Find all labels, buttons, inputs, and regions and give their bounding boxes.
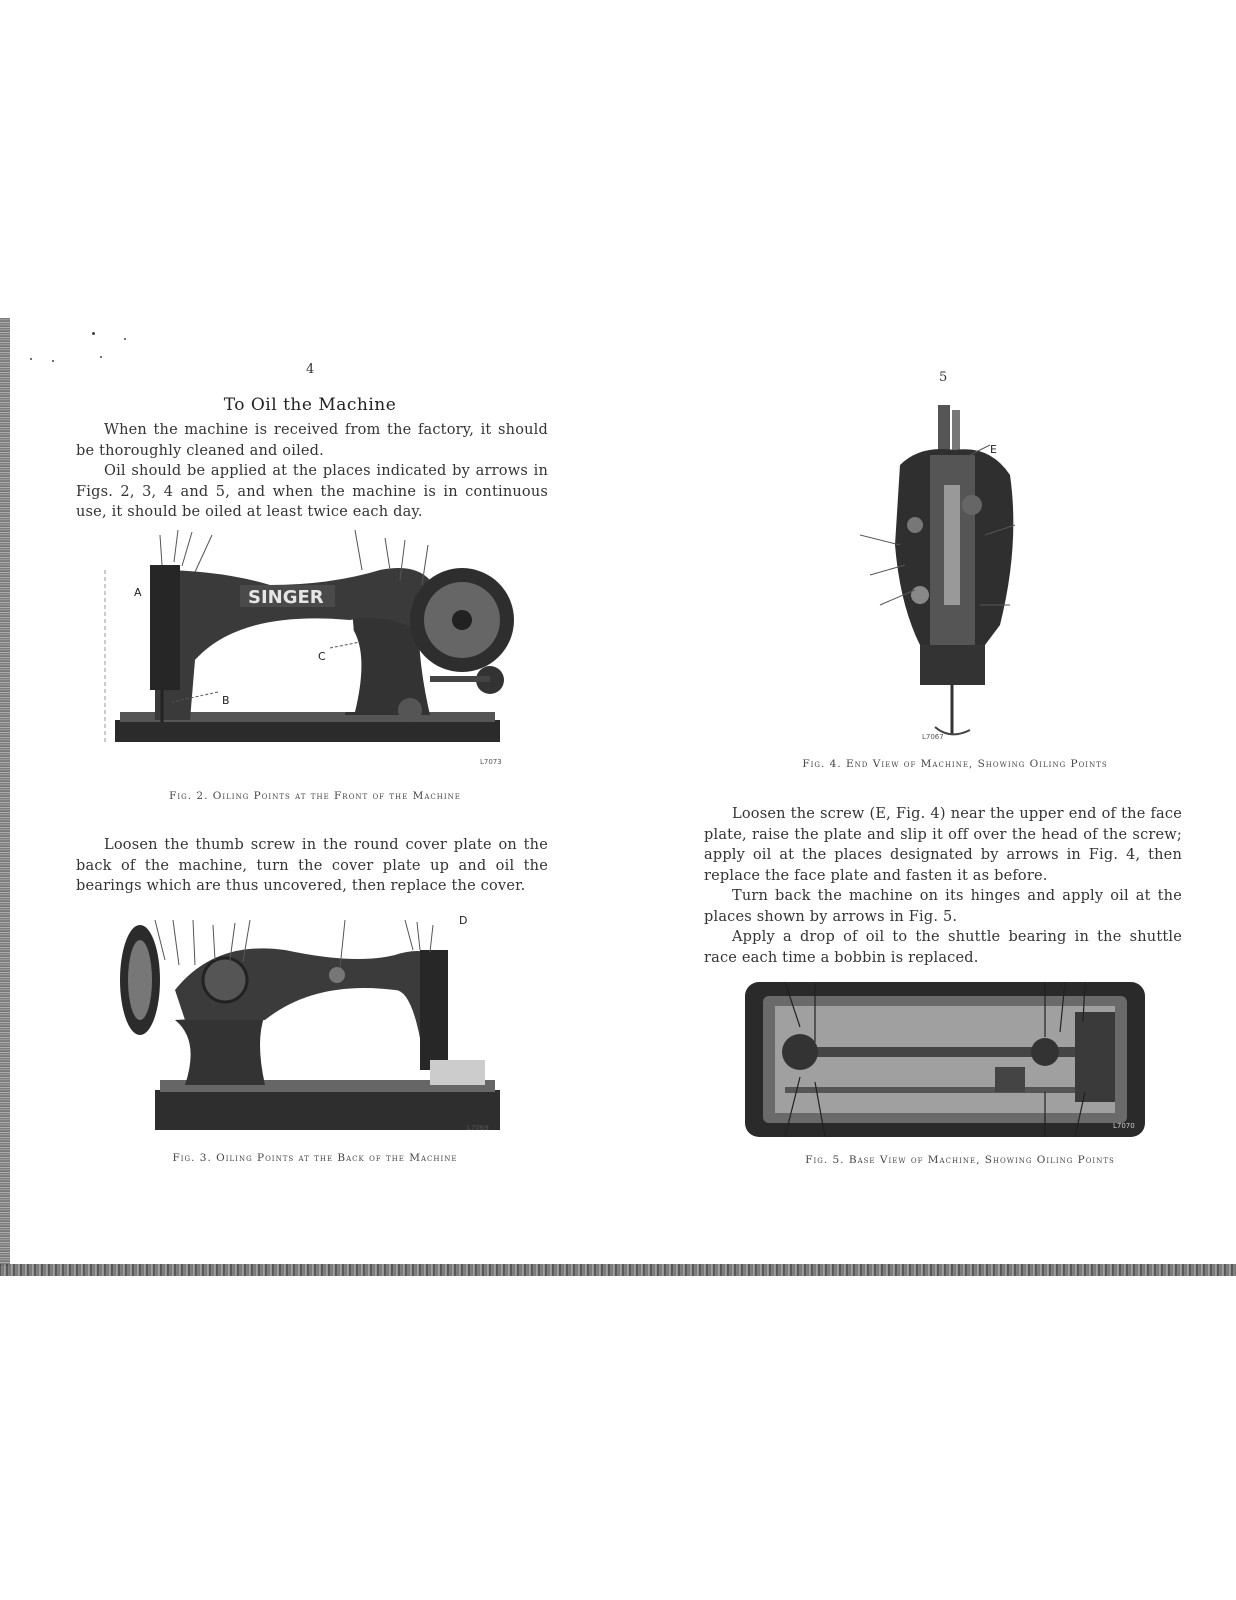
fig3-label-d: D — [459, 914, 468, 927]
fig2-caption: Fig. 2. Oiling Points at the Front of the Machine — [169, 790, 461, 802]
paragraph-4: Loosen the screw (E, Fig. 4) near the upper end of the face plate, raise the plate and slip it off over the head of the screw; apply oil at the places designated by arrows in Fig. 4, then replace the face plate and fasten it as before. — [704, 806, 1182, 884]
fig4-id: L7067 — [922, 733, 944, 741]
fig3-id: L7069 — [467, 1124, 489, 1132]
intro-text — [76, 420, 548, 523]
fig2-label-b: B — [222, 694, 230, 707]
fig2-label-a: A — [134, 586, 142, 599]
fig5-id: L7070 — [1113, 1122, 1135, 1130]
page-number-left: 4 — [306, 362, 315, 377]
fig4-end-view-illustration — [860, 405, 1040, 745]
fig5-caption: Fig. 5. Base View of Machine, Showing Oiling Points — [805, 1154, 1115, 1166]
cover-plate-text — [76, 835, 548, 897]
paragraph-6: Apply a drop of oil to the shuttle bearing in the shuttle race each time a bobbin is replaced. — [704, 929, 1182, 966]
section-title: To Oil the Machine — [223, 395, 397, 415]
paragraph-1: When the machine is received from the factory, it should be thoroughly cleaned and oiled. — [76, 422, 548, 459]
paragraph-3: Loosen the thumb screw in the round cover plate on the back of the machine, turn the cover plate up and oil the bearings which are thus uncovered, then replace the cover. — [76, 837, 548, 894]
paragraph-2: Oil should be applied at the places indicated by arrows in Figs. 2, 3, 4 and 5, and when the machine is in continuous use, it should be oiled at least twice each day. — [76, 463, 548, 520]
fig2-front-machine-illustration — [100, 530, 520, 770]
fig2-label-c: C — [318, 650, 326, 663]
scan-edge-left — [0, 318, 10, 1266]
face-plate-text — [704, 804, 1182, 968]
page-number-right: 5 — [939, 370, 948, 385]
fig5-base-view-illustration — [745, 982, 1145, 1137]
scan-edge-bottom — [0, 1264, 1236, 1276]
fig4-label-e: E — [990, 443, 997, 456]
singer-logo: SINGER — [248, 587, 324, 608]
fig2-id: L7073 — [480, 758, 502, 766]
fig3-caption: Fig. 3. Oiling Points at the Back of the Machine — [172, 1152, 458, 1164]
paragraph-5: Turn back the machine on its hinges and apply oil at the places shown by arrows in Fig. 5. — [704, 888, 1182, 925]
fig4-caption: Fig. 4. End View of Machine, Showing Oiling Points — [802, 758, 1108, 770]
fig3-back-machine-illustration — [115, 914, 505, 1140]
